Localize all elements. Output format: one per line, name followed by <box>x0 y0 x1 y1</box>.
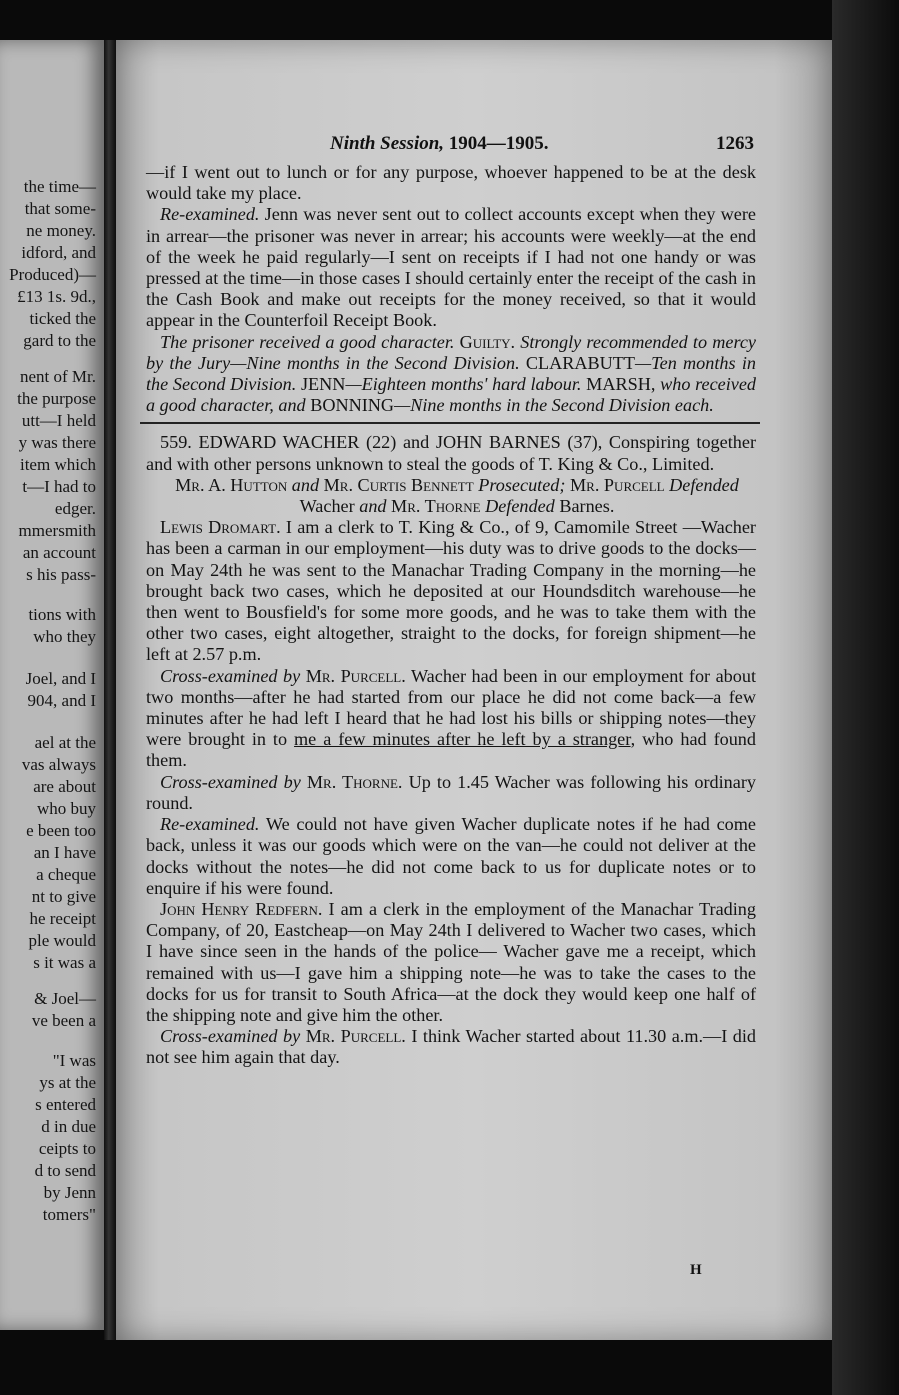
paragraph-continuation: —if I went out to lunch or for any purpose, whoever happened to be at the desk would take my place. <box>146 162 756 204</box>
page-edge-shadow <box>832 0 899 1395</box>
left-page-fragment: d in due <box>41 1117 96 1136</box>
left-page-fragment: & Joel— <box>34 989 96 1008</box>
verdict-paragraph: The prisoner received a good character. Guilty. Strongly recommended to mercy by the Jury—Nine months in the Second Division. CLARABUTT—Ten months in the Second Division. JENN—Eighteen months' hard labour. MARSH, who received a good character, and BONNING—Nine months in the Second Division each. <box>146 331 757 416</box>
cross-examination-purcell: Cross-examined by Mr. Purcell. Wacher had been in our employment for about two months—after he had started from our place he did not come back—a few minutes after he had left I heard that he had lost his bills or shipping notes—they were brought in to me a few minutes after he left by a stranger, who had found them. <box>146 665 757 771</box>
left-page-fragment: ceipts to <box>38 1139 96 1158</box>
book-gutter <box>104 40 116 1340</box>
left-page-fragment: s his pass- <box>26 565 96 584</box>
left-page-fragment: nent of Mr. <box>19 367 96 386</box>
page-number: 1263 <box>716 133 754 154</box>
left-page <box>0 40 106 1330</box>
left-page-fragment: are about <box>33 777 96 796</box>
session-title: Ninth Session, <box>330 133 445 154</box>
left-page-fragment: nt to give <box>31 887 96 906</box>
left-page-fragment: t—I had to <box>22 477 96 496</box>
left-page-fragment: gard to the <box>23 331 96 350</box>
witness-name: John Henry Redfern. <box>160 898 323 919</box>
left-page-fragment: y was there <box>18 433 96 452</box>
left-page-fragment: mmersmith <box>18 521 96 540</box>
left-page-fragment: the purpose <box>17 389 96 408</box>
left-page-fragment: vas always <box>21 755 96 774</box>
left-page-fragment: Joel, and I <box>25 669 96 688</box>
counsel-line: Mr. A. Hutton and Mr. Curtis Bennett Prosecuted; Mr. Purcell Defended Wacher and Mr. Thorne Defended Barnes. <box>175 474 739 517</box>
reexamined-text: Jenn was never sent out to collect accounts except when they were in arrear—the prisoner was never in arrear; his accounts were weekly—at the end of the week he paid regularly—I sent on receipts if I had not one handy or was pressed at the time—in those cases I should certainly enter the receipt of the cash in the Cash Book and make out receipts for the money received, so that it would appear in the Counterfoil Receipt Book. <box>146 204 756 331</box>
cross-examination-thorne: Cross-examined by Mr. Thorne. Up to 1.45 Wacher was following his ordinary round. <box>146 771 756 813</box>
left-page-fragment: an account <box>22 543 96 562</box>
defendant-clarabutt: CLARABUTT <box>525 352 636 373</box>
left-page-fragment: 904, and I <box>27 691 96 710</box>
defendant-bonning: BONNING <box>310 395 395 416</box>
left-page-fragment: he receipt <box>29 909 96 928</box>
reexamined-label: Re-examined. <box>160 204 260 225</box>
page-body <box>146 162 756 1069</box>
section-divider <box>140 422 760 424</box>
left-page-fragment: ple would <box>28 931 96 950</box>
left-page-fragment: s it was a <box>33 953 96 972</box>
underlined-passage: me a few minutes after he left by a stranger <box>294 729 631 750</box>
left-page-fragment: a cheque <box>36 865 96 884</box>
left-page-fragment: idford, and <box>21 243 96 262</box>
left-page-fragment: ticked the <box>29 309 96 328</box>
left-page-fragment: item which <box>19 455 96 474</box>
left-page-fragment: ve been a <box>31 1011 96 1030</box>
left-page-fragment: who they <box>33 627 96 646</box>
left-page-fragment: utt—I held <box>21 411 96 430</box>
left-page-fragment: ael at the <box>34 733 96 752</box>
left-page-fragment: that some- <box>24 199 96 218</box>
left-page-fragment: Produced)— <box>9 265 96 284</box>
re-examination: Re-examined. We could not have given Wacher duplicate notes if he had come back, unless it was our goods which were on the van—he could not deliver at the docks without the notes—he did not come back to us for duplicate notes or to enquire if his were found. <box>146 814 756 898</box>
left-page-fragment: tions with <box>28 605 96 624</box>
left-page-fragment: ne money. <box>26 221 96 240</box>
witness-redfern-testimony: John Henry Redfern. I am a clerk in the employment of the Manachar Trading Company, of 20, Eastcheap—on May 24th I delivered to Wacher two cases, which I have since seen in the hands of the police— Wacher gave me a receipt, which remained with us—I gave him a shipping note—he was to take the cases to the docks for us for transit to South Africa—at the dock they would keep one half of the shipping note and give him the other. <box>146 898 756 1025</box>
session-years: 1904—1905. <box>448 133 549 154</box>
left-page-fragment: edger. <box>54 499 96 518</box>
left-page-fragment: s entered <box>35 1095 96 1114</box>
left-page-fragment: £13 1s. 9d., <box>17 287 96 306</box>
witness-name: Lewis Dromart. <box>160 517 281 538</box>
left-page-fragment: ys at the <box>39 1073 96 1092</box>
paragraph-reexamined <box>146 204 756 331</box>
cross-examination-purcell-2: Cross-examined by Mr. Purcell. I think Wacher started about 11.30 a.m.—I did not see him again that day. <box>146 1026 757 1068</box>
witness-dromart-testimony: Lewis Dromart. I am a clerk to T. King & Co., of 9, Camomile Street —Wacher has been a carman in our employment—his duty was to drive goods to the docks—on May 24th he was sent to the Manachar Trading Company in the morning—he brought back two cases, which he deposited at our Houndsditch warehouse—he then went to Bousfield's for some more goods, and he was to take them with the other two cases, eight altogether, straight to the docks, for foreign shipment—he left at 2.57 p.m. <box>146 517 756 665</box>
signature-mark: H <box>690 1262 702 1278</box>
defendant-jenn: JENN <box>300 374 346 395</box>
case-title: 559. EDWARD WACHER (22) and JOHN BARNES (37), Conspiring together and with other persons unknown to steal the goods of T. King & Co., Limited. <box>146 432 756 474</box>
left-page-fragment: an I have <box>33 843 96 862</box>
left-page-fragment: who buy <box>36 799 96 818</box>
left-page-fragment: e been too <box>26 821 96 840</box>
left-page-fragment: by Jenn <box>43 1183 96 1202</box>
defendant-marsh: MARSH, <box>586 374 656 395</box>
left-page-fragment: tomers" <box>42 1205 96 1224</box>
left-page-fragment: "I was <box>52 1051 96 1070</box>
left-page-fragment: the time— <box>23 177 96 196</box>
verdict-guilty: Guilty. <box>459 331 516 352</box>
left-page-fragment: d to send <box>34 1161 96 1180</box>
running-header <box>330 133 549 155</box>
